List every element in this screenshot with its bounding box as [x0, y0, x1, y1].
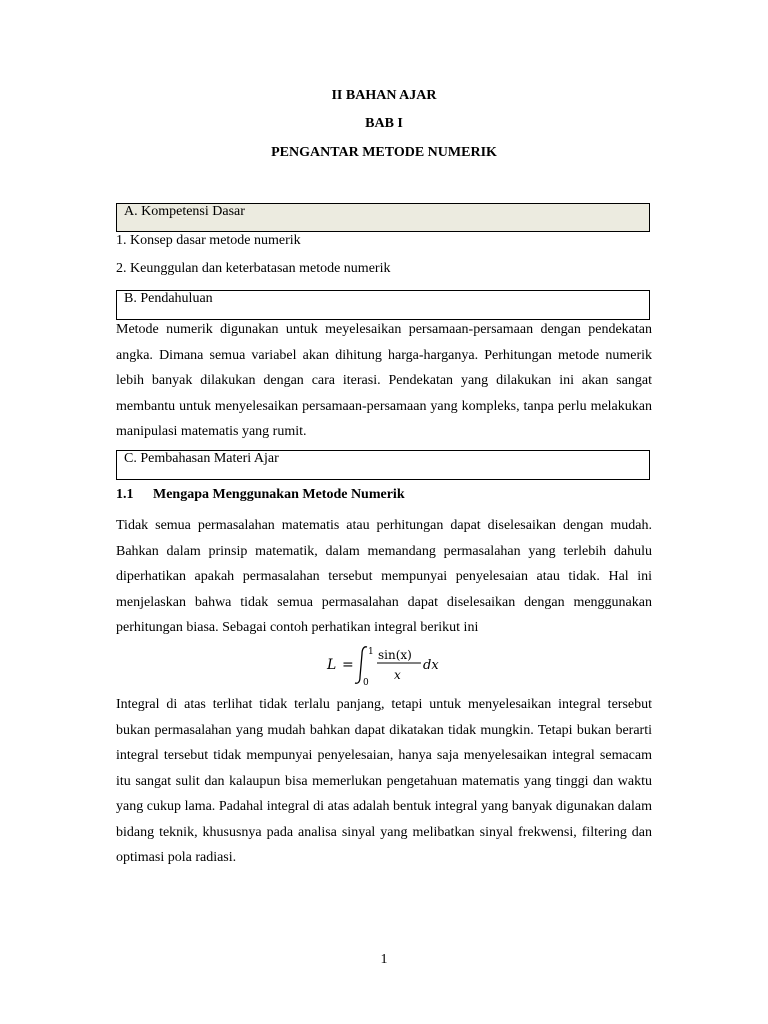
- introduction-paragraph: Metode numerik digunakan untuk meyelesaikan persamaan-persamaan dengan pendekatan angka. Dimana semua variabel akan dihitung harga-harganya. Perhitungan metode numerik lebih banyak dilakukan dengan cara iterasi. Pendekatan yang dilakukan ini akan sangat membantu untuk menyelesaikan persamaan-persamaan yang kompleks, tanpa perlu melakukan manipulasi matematis yang rumit.: [116, 322, 652, 439]
- chapter-title: PENGANTAR METODE NUMERIK: [271, 145, 497, 160]
- integral-formula: [0, 643, 768, 687]
- section-a-title: A. Kompetensi Dasar: [124, 204, 245, 219]
- formula-upper-limit: 1: [368, 647, 374, 657]
- title-bahan-ajar: II BAHAN AJAR: [331, 88, 437, 103]
- competency-item-2: 2. Keunggulan dan keterbatasan metode numerik: [116, 261, 391, 276]
- subsection-number: 1.1: [116, 487, 134, 502]
- body-paragraph-2: Integral di atas terlihat tidak terlalu panjang, tetapi untuk menyelesaikan integral tersebut bukan permasalahan yang mudah bahkan dapat dikatakan tidak mungkin. Tetapi bukan berarti integral tersebut tidak mempunyai penyelesaian, hanya saja menyelesaikan integral semacam itu sangat sulit dan kalaupun bisa memerlukan pengetahuan matematis yang tinggi dan waktu yang cukup lama. Padahal integral di atas adalah bentuk integral yang banyak digunakan dalam bidang teknik, khususnya pada analisa sinyal yang melibatkan sinyal frekwensi, filtering dan optimasi pola radiasi.: [116, 697, 652, 865]
- section-c-header: [116, 450, 650, 480]
- formula-lower-limit: 0: [363, 678, 369, 687]
- formula-numerator: sin(x): [378, 648, 412, 662]
- formula-denominator: x: [394, 668, 401, 682]
- page-number: 1: [380, 952, 388, 967]
- formula-lhs: L: [327, 657, 337, 673]
- section-a-header: [116, 203, 650, 232]
- competency-item-1: 1. Konsep dasar metode numerik: [116, 233, 301, 248]
- subsection-heading: [116, 487, 405, 503]
- section-b-header: [116, 290, 650, 320]
- subsection-title: Mengapa Menggunakan Metode Numerik: [153, 487, 405, 502]
- section-c-title: C. Pembahasan Materi Ajar: [124, 451, 279, 466]
- title-bab: BAB I: [365, 116, 403, 131]
- section-b-title: B. Pendahuluan: [124, 291, 213, 306]
- formula-differential: dx: [423, 658, 439, 673]
- formula-equals: =: [342, 657, 354, 673]
- integral-equation: [0, 643, 768, 687]
- body-paragraph-1: Tidak semua permasalahan matematis atau perhitungan dapat diselesaikan dengan mudah. Bahkan dalam prinsip matematik, dalam memandang permasalahan yang terlebih dahulu diperhatikan apakah permasalahan tersebut mempunyai penyelesaian atau tidak. Hal ini menjelaskan bahwa tidak semua permasalahan dapat diselesaikan dengan menggunakan perhitungan biasa. Sebagai contoh perhatikan integral berikut ini: [116, 518, 652, 635]
